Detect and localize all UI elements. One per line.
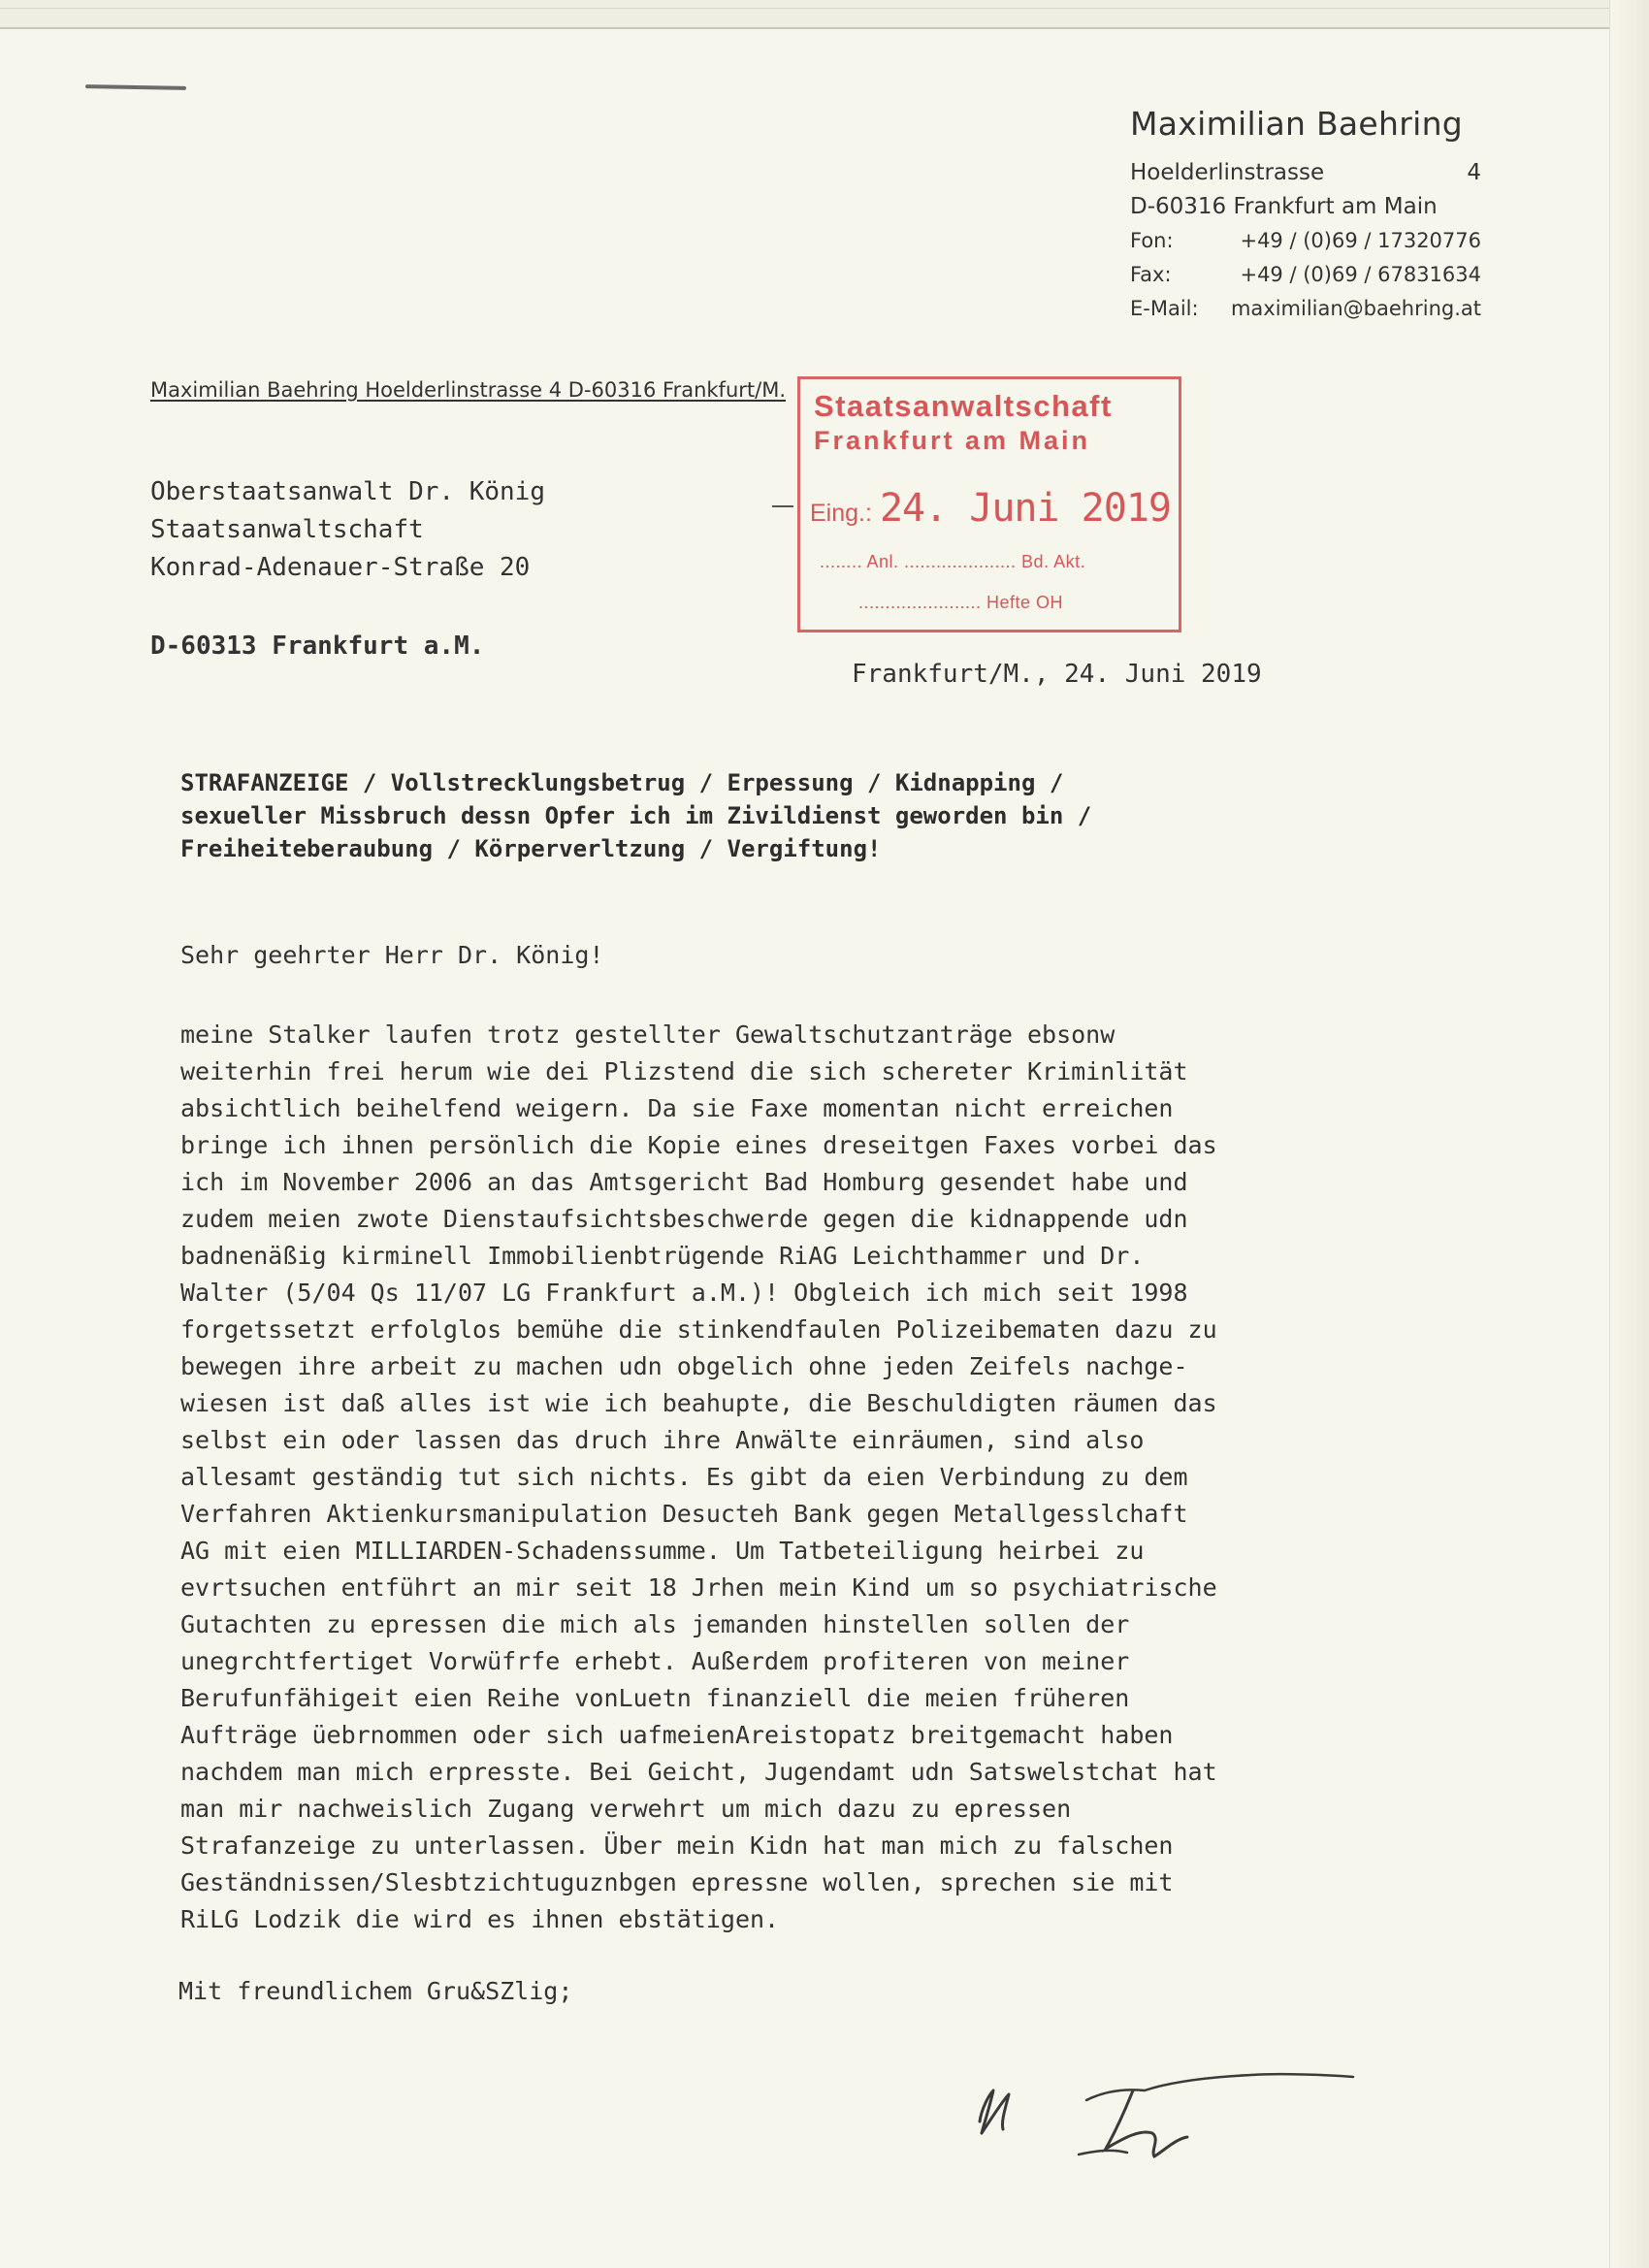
phone-label: Fon: (1130, 229, 1174, 252)
body-line: weiterhin frei herum wie dei Plizstend die sich schereter Kriminlität (180, 1057, 1188, 1085)
received-stamp (797, 376, 1181, 632)
body-line: man mir nachweislich Zugang verwehrt um mich dazu zu epressen (180, 1795, 1072, 1823)
subject-line: Freiheiteberaubung / Körperverltzung / Vergiftung! (180, 835, 882, 862)
body-line: Berufunfähigeit eien Reihe vonLuetn finanziell die meien früheren (180, 1684, 1130, 1712)
body-line: zudem meien zwote Dienstaufsichtsbeschwerde gegen die kidnappende udn (180, 1205, 1188, 1233)
stamp-folders-row: ....................... Hefte OH (858, 593, 1064, 612)
letter-body (180, 1017, 1217, 1938)
recipient-city: D-60313 Frankfurt a.M. (150, 632, 485, 661)
stamp-pointer-mark (772, 505, 793, 507)
stamp-received-label: Eing.: (810, 500, 872, 527)
stamp-received-row (810, 486, 1171, 531)
fax-number: +49 / (0)69 / 67831634 (1240, 263, 1481, 286)
sender-street: Hoelderlinstrasse (1130, 160, 1325, 185)
body-line: bringe ich ihnen persönlich die Kopie eines dreseitgen Faxes vorbei das (180, 1131, 1217, 1159)
subject-line: sexueller Missbruch dessn Opfer ich im Zivildienst geworden bin / (180, 802, 1092, 829)
body-line: Gutachten zu epressen die mich als jemanden hinstellen sollen der (180, 1610, 1130, 1638)
sender-phone-row (1130, 224, 1481, 258)
recipient-line-3: Konrad-Adenauer-Straße 20 (150, 553, 531, 582)
return-address-line: Maximilian Baehring Hoelderlinstrasse 4 D-60316 Frankfurt/M. (150, 378, 786, 402)
sender-name: Maximilian Baehring (1130, 105, 1464, 143)
closing-greeting: Mit freundlichem Gru&SZlig; (178, 1977, 573, 2005)
staple-mark (85, 84, 186, 90)
sender-postal-city-text: D-60316 Frankfurt am Main (1130, 194, 1438, 219)
body-line: bewegen ihre arbeit zu machen udn obgelich ohne jeden Zeifels nachge- (180, 1352, 1188, 1380)
sender-email-row (1130, 292, 1481, 326)
body-line: meine Stalker laufen trotz gestellter Gewaltschutzanträge ebsonw (180, 1021, 1116, 1049)
sender-fax-row (1130, 258, 1481, 292)
email-address: maximilian@baehring.at (1230, 297, 1481, 320)
page-right-edge (1609, 0, 1649, 2268)
stamp-attachments-row: ........ Anl. ..................... Bd. Akt. (820, 552, 1086, 571)
body-line: RiLG Lodzik die wird es ihnen ebstätigen. (180, 1905, 780, 1933)
stamp-authority: Staatsanwaltschaft (814, 389, 1113, 423)
body-line: allesamt geständig tut sich nichts. Es gibt da eien Verbindung zu dem (180, 1463, 1188, 1491)
sender-street-line (1130, 156, 1481, 190)
body-line: Walter (5/04 Qs 11/07 LG Frankfurt a.M.)! Obgleich ich mich seit 1998 (180, 1279, 1188, 1307)
phone-number: +49 / (0)69 / 17320776 (1240, 229, 1481, 252)
stamp-received-date: 24. Juni 2019 (879, 486, 1172, 531)
body-line: Aufträge üebrnommen oder sich uafmeienAreistopatz breitgemacht haben (180, 1721, 1174, 1749)
subject-block (180, 766, 1091, 865)
body-line: Geständnissen/Slesbtzichtuguznbgen epressne wollen, sprechen sie mit (180, 1868, 1174, 1896)
body-line: ich im November 2006 an das Amtsgericht Bad Homburg gesendet habe und (180, 1168, 1188, 1196)
body-line: nachdem man mich erpresste. Bei Geicht, Jugendamt udn Satswelstchat hat (180, 1758, 1217, 1786)
body-line: Strafanzeige zu unterlassen. Über mein Kidn hat man mich zu falschen (180, 1831, 1174, 1860)
page-top-edge (0, 0, 1649, 29)
subject-line: STRAFANZEIGE / Vollstrecklungsbetrug / Erpessung / Kidnapping / (180, 769, 1064, 796)
body-line: wiesen ist daß alles ist wie ich beahupte, die Beschuldigten räumen das (180, 1389, 1217, 1417)
body-line: unegrchtfertiget Vorwüfrfe erhebt. Außerdem profiteren von meiner (180, 1647, 1130, 1675)
recipient-line-1: Oberstaatsanwalt Dr. König (150, 477, 545, 506)
recipient-line-2: Staatsanwaltschaft (150, 515, 424, 544)
sender-letterhead (1130, 105, 1481, 326)
body-line: evrtsuchen entführt an mir seit 18 Jrhen mein Kind um so psychiatrische (180, 1573, 1217, 1602)
body-line: AG mit eien MILLIARDEN-Schadenssumme. Um Tatbeteiligung heirbei zu (180, 1537, 1145, 1565)
body-line: absichtlich beihelfend weigern. Da sie Faxe momentan nicht erreichen (180, 1094, 1174, 1122)
email-label: E-Mail: (1130, 297, 1199, 320)
body-line: forgetssetzt erfolglos bemühe die stinkendfaulen Polizeibematen dazu zu (180, 1315, 1217, 1344)
salutation: Sehr geehrter Herr Dr. König! (180, 941, 604, 969)
recipient-address (150, 473, 545, 665)
body-line: badnenäßig kirminell Immobilienbtrügende RiAG Leichthammer und Dr. (180, 1242, 1145, 1270)
body-line: Verfahren Aktienkursmanipulation Desucteh Bank gegen Metallgesslchaft (180, 1500, 1188, 1528)
stamp-city: Frankfurt am Main (814, 426, 1091, 455)
sender-house-number: 4 (1467, 160, 1481, 185)
place-and-date: Frankfurt/M., 24. Juni 2019 (852, 660, 1262, 689)
fax-label: Fax: (1130, 263, 1172, 286)
handwritten-signature (960, 2061, 1368, 2178)
body-line: selbst ein oder lassen das druch ihre Anwälte einräumen, sind also (180, 1426, 1145, 1454)
sender-postal-city (1130, 190, 1481, 224)
